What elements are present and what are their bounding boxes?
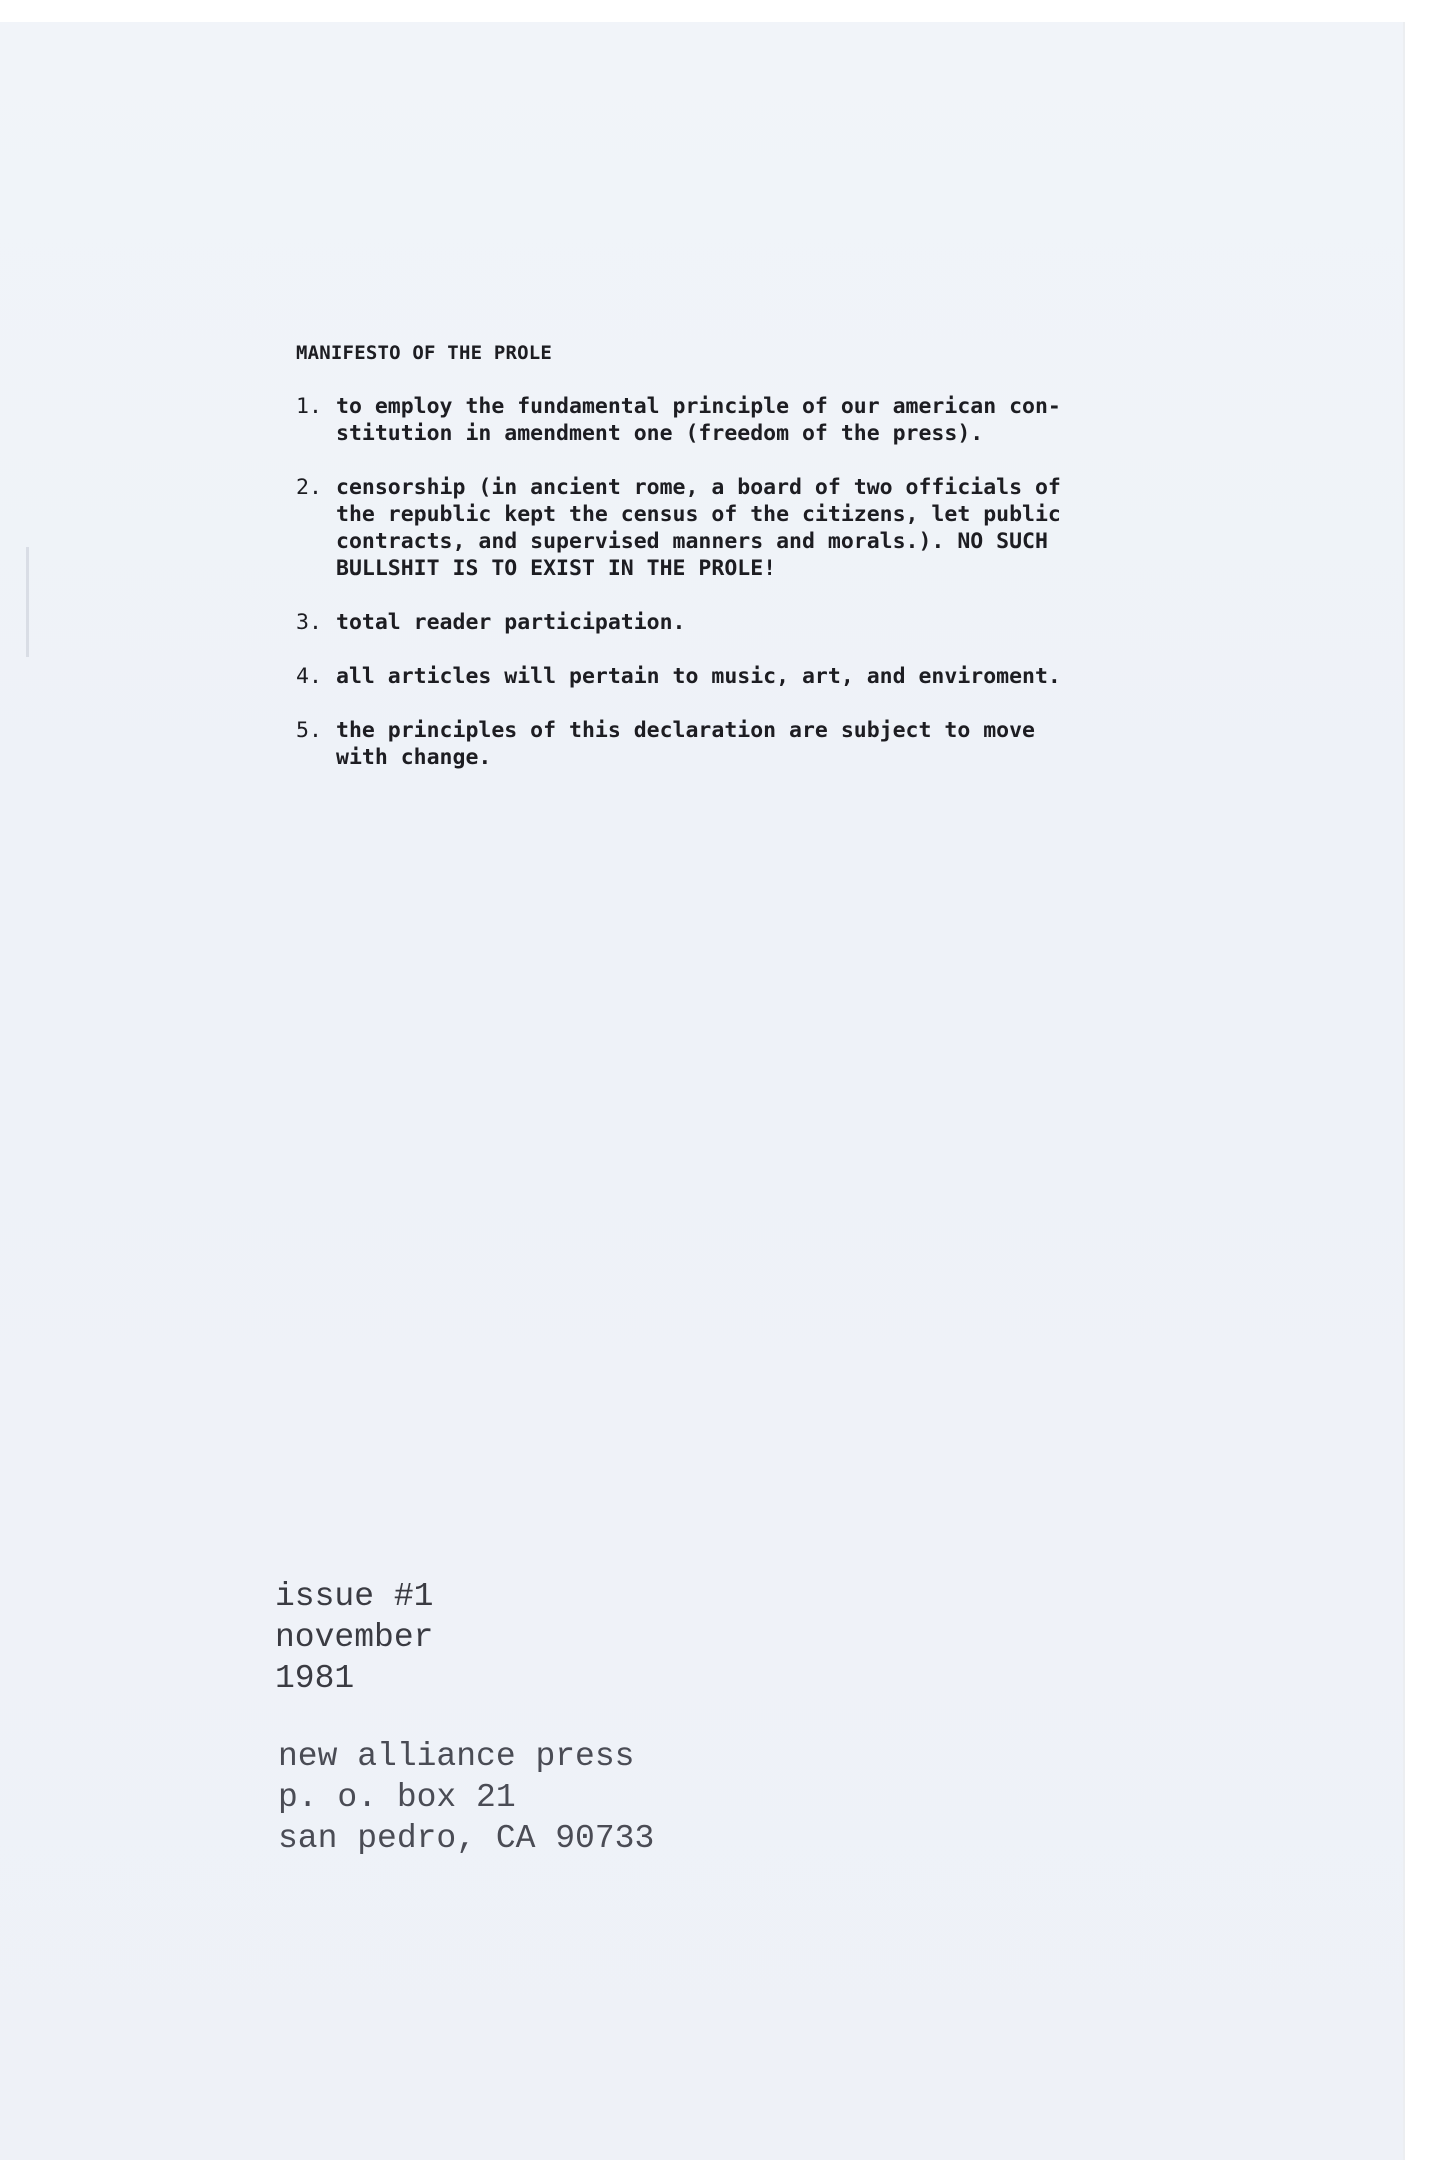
item-number: 3. [296,610,322,635]
manifesto-item-3 [296,609,1136,636]
manifesto-item-5 [296,717,1136,771]
manifesto-item-1 [296,393,1136,447]
item-number: 1. [296,394,322,419]
manifesto-title: MANIFESTO OF THE PROLE [296,342,553,364]
item-text: total reader participation. [336,610,686,635]
issue-month: november [275,1619,434,1656]
manifesto-section [296,340,1136,798]
issue-info [275,1576,433,1699]
issue-number: issue #1 [275,1578,434,1615]
manifesto-list [296,393,1136,771]
item-text: to employ the fundamental principle of our american con- stitution in amendment one (freedom of the press). [336,394,1061,446]
item-text: the principles of this declaration are subject to move with change. [336,718,1035,770]
item-number: 5. [296,718,322,743]
item-text: all articles will pertain to music, art, and enviroment. [336,664,1061,689]
manifesto-item-2 [296,474,1136,582]
publisher-po-box: p. o. box 21 [278,1779,516,1816]
item-text: censorship (in ancient rome, a board of two officials of the republic kept the census of the citizens, let public contracts, and supervised manners and morals.). NO SUCH BULLSHIT IS TO EXIST IN THE PROLE! [336,475,1061,581]
item-number: 2. [296,475,322,500]
issue-year: 1981 [275,1660,355,1697]
publisher-name: new alliance press [278,1738,635,1775]
manifesto-item-4 [296,663,1136,690]
paper-edge-mark [26,547,29,657]
item-number: 4. [296,664,322,689]
publisher-address [278,1736,654,1859]
publisher-city: san pedro, CA 90733 [278,1820,655,1857]
